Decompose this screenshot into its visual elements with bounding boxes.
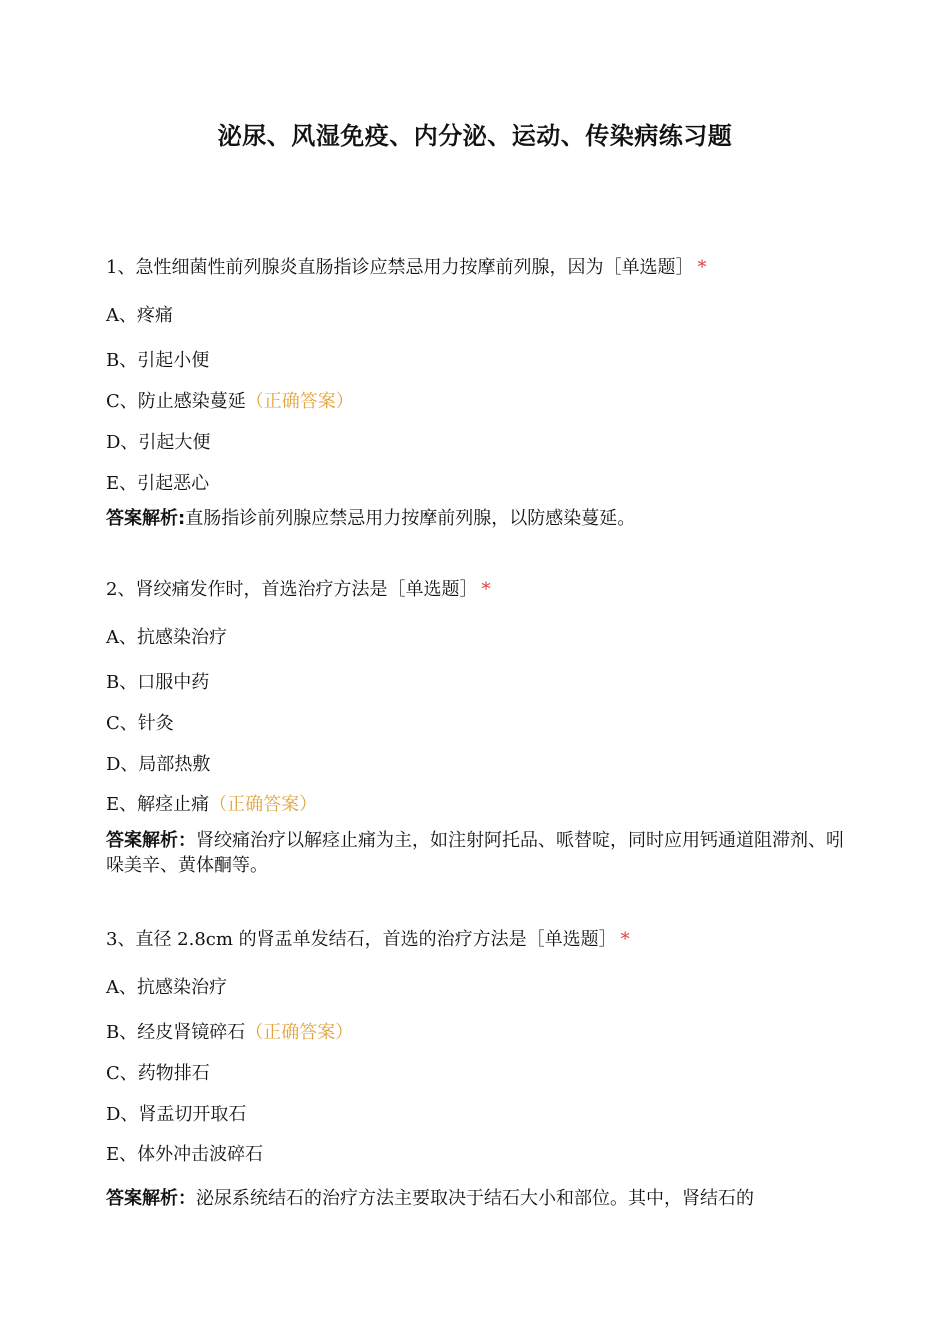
option-d: D、局部热敷 (106, 754, 211, 775)
option-d: D、引起大便 (106, 432, 211, 453)
option-e: E、解痉止痛（正确答案） (106, 794, 318, 815)
option-b: B、口服中药 (106, 672, 210, 693)
explanation-label: 答案解析 (106, 1188, 178, 1209)
correct-answer-tag: （正确答案） (245, 391, 354, 412)
explanation-label: 答案解析 (106, 830, 178, 851)
question-prompt: 2、肾绞痛发作时，首选治疗方法是［单选题］ * (106, 579, 491, 600)
question-prompt: 3、直径 2.8cm 的肾盂单发结石，首选的治疗方法是［单选题］ * (106, 929, 630, 950)
option-a: A、抗感染治疗 (106, 977, 227, 998)
option-c: C、药物排石 (106, 1063, 210, 1084)
answer-explanation: 答案解析：肾绞痛治疗以解痉止痛为主，如注射阿托品、哌替啶，同时应用钙通道阻滞剂、吲哚美辛、黄体酮等。 (106, 830, 844, 876)
option-a: A、疼痛 (106, 305, 173, 326)
option-b: B、经皮肾镜碎石（正确答案） (106, 1022, 354, 1043)
correct-answer-tag: （正确答案） (209, 794, 318, 815)
option-b: B、引起小便 (106, 350, 210, 371)
option-c: C、防止感染蔓延（正确答案） (106, 391, 354, 412)
correct-answer-tag: （正确答案） (245, 1022, 354, 1043)
answer-explanation: 答案解析:直肠指诊前列腺应禁忌用力按摩前列腺，以防感染蔓延。 (106, 508, 636, 529)
required-mark: * (620, 929, 630, 950)
required-mark: * (481, 579, 491, 600)
page-title: 泌尿、风湿免疫、内分泌、运动、传染病练习题 (217, 122, 733, 150)
required-mark: * (697, 257, 707, 278)
option-e: E、体外冲击波碎石 (106, 1144, 264, 1165)
explanation-label: 答案解析 (106, 508, 178, 529)
option-c: C、针灸 (106, 713, 174, 734)
option-e: E、引起恶心 (106, 473, 210, 494)
question-prompt: 1、急性细菌性前列腺炎直肠指诊应禁忌用力按摩前列腺，因为［单选题］ * (106, 257, 707, 278)
answer-explanation: 答案解析：泌尿系统结石的治疗方法主要取决于结石大小和部位。其中，肾结石的 (106, 1188, 754, 1209)
option-a: A、抗感染治疗 (106, 627, 227, 648)
option-d: D、肾盂切开取石 (106, 1104, 247, 1125)
